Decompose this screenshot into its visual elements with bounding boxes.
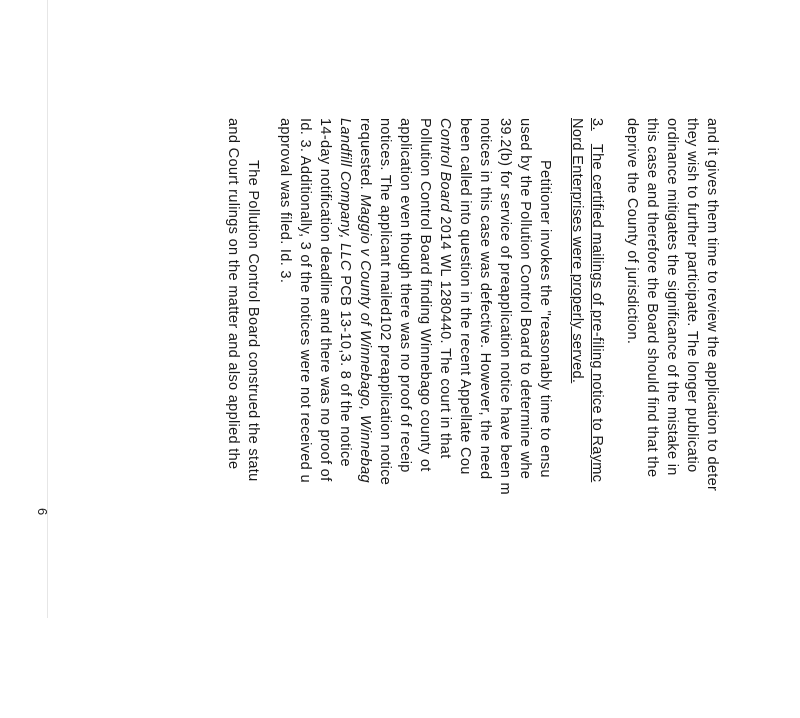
text-line xyxy=(315,118,335,718)
text-span: used by the Pollution Control Board to determine whe xyxy=(517,118,533,480)
text-span: 14-day notification deadline and there was no proof of xyxy=(317,118,333,482)
document-body xyxy=(223,118,722,718)
text-span: deprive the County of jurisdiction. xyxy=(624,118,640,345)
text-span: The Pollution Control Board construed the statu xyxy=(245,160,261,482)
text-line xyxy=(642,118,662,718)
text-span: notices in this case was defective. However, the need xyxy=(477,118,493,480)
text-line xyxy=(435,118,455,718)
paragraph-gap xyxy=(555,118,567,718)
text-span: been called into question in the recent Appellate Cou xyxy=(457,118,473,475)
text-span: Pollution Control Board finding Winnebago county ot xyxy=(417,118,433,472)
text-span: application even though there was no proof of receip xyxy=(397,118,413,473)
page-edge-line xyxy=(47,0,48,618)
text-span: and it gives them time to review the application to deter xyxy=(704,118,720,492)
section-heading xyxy=(587,118,607,718)
text-span: notices. The applicant mailed102 preapplication notice xyxy=(377,118,393,486)
text-span: this case and therefore the Board should find that the xyxy=(644,118,660,478)
text-span: requested. xyxy=(357,118,373,195)
text-span: Petitioner invokes the "reasonably time to ensu xyxy=(537,160,553,478)
case-citation: Landfill Company, LLC xyxy=(337,118,353,271)
text-span: and Court rulings on the matter and also applied the xyxy=(225,118,241,470)
case-citation: Maggio v County of Winnebago, Winnebag xyxy=(357,194,373,483)
text-line xyxy=(355,118,375,718)
text-span: they wish to further participate. The longer publicatio xyxy=(684,118,700,473)
text-line xyxy=(515,118,535,718)
text-line xyxy=(682,118,702,718)
text-span: Id. 3. Additionally, 3 of the notices were not received u xyxy=(297,118,313,483)
text-line xyxy=(223,118,243,718)
text-line xyxy=(375,118,395,718)
text-span: 39.2(b) for service of preapplication notice have been m xyxy=(497,118,513,495)
text-line xyxy=(243,118,263,718)
text-line xyxy=(702,118,722,718)
text-span: ordinance mitigates the significance of the mistake in xyxy=(664,118,680,476)
text-line xyxy=(415,118,435,718)
section-number: 3. xyxy=(589,118,605,131)
text-line xyxy=(275,118,295,718)
text-line xyxy=(475,118,495,718)
page-number: 6 xyxy=(35,508,50,516)
text-line xyxy=(455,118,475,718)
case-citation: Control Board xyxy=(437,118,453,212)
section-title: The certified mailings of pre-filing notice to Raymc xyxy=(589,143,605,483)
text-line xyxy=(662,118,682,718)
text-line xyxy=(622,118,642,718)
text-line xyxy=(495,118,515,718)
text-line xyxy=(335,118,355,718)
text-span: approval was filed. Id. 3. xyxy=(277,118,293,284)
section-heading-cont xyxy=(567,118,587,718)
text-span: PCB 13-10,3. 8 of the notice xyxy=(337,270,353,467)
text-line xyxy=(295,118,315,718)
text-span: 2014 WL 1280440. The court in that xyxy=(437,211,453,459)
paragraph-gap xyxy=(263,118,275,718)
text-line xyxy=(535,118,555,718)
section-title-cont: Nord Enterprises were properly served. xyxy=(569,118,585,384)
text-line xyxy=(395,118,415,718)
